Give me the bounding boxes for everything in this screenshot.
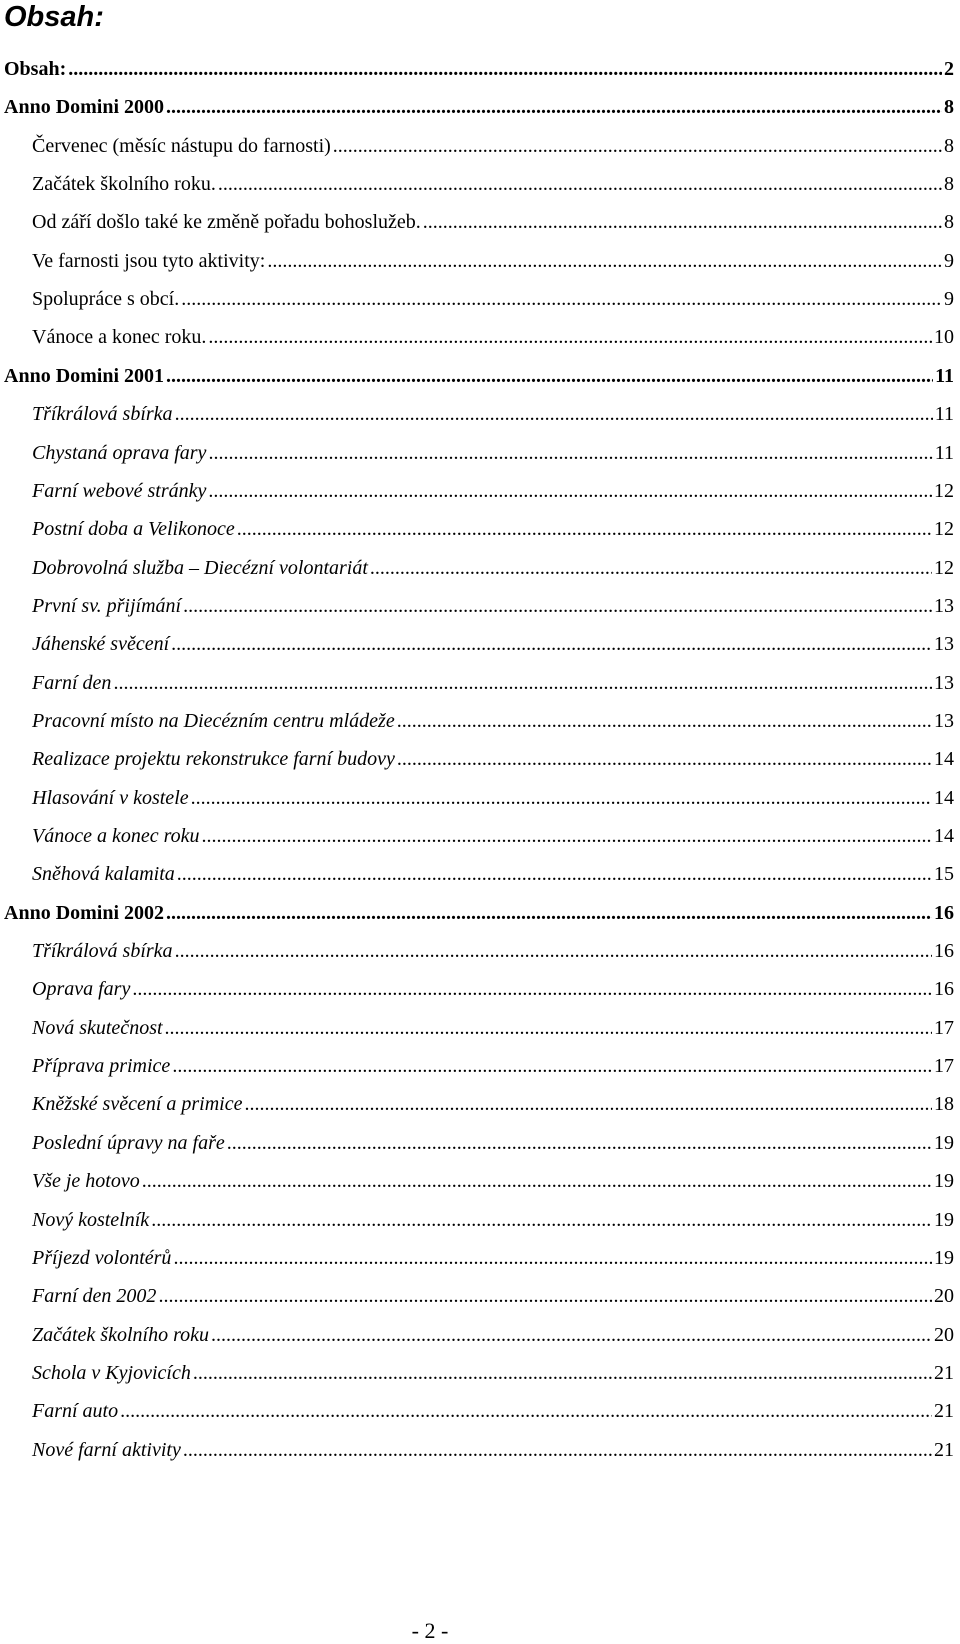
- dot-leader: [333, 133, 942, 159]
- toc-entry[interactable]: [32, 286, 954, 312]
- toc-entry[interactable]: [32, 555, 954, 581]
- dot-leader: [211, 1322, 932, 1348]
- toc-entry[interactable]: [32, 631, 954, 657]
- dot-leader: [120, 1398, 932, 1424]
- toc-entry-page: 11: [934, 403, 954, 425]
- toc-entry[interactable]: [32, 861, 954, 887]
- page-number: - 2 -: [411, 1618, 449, 1643]
- toc-entry[interactable]: [32, 1130, 954, 1156]
- dot-leader: [267, 248, 942, 274]
- toc-entry-page: 17: [934, 1017, 954, 1039]
- toc-entry-title: Farní den 2002: [32, 1285, 157, 1307]
- toc-entry-page: 21: [934, 1439, 954, 1461]
- toc-entry[interactable]: [32, 401, 954, 427]
- toc-entry[interactable]: [32, 1168, 954, 1194]
- dot-leader: [68, 56, 942, 82]
- dot-leader: [208, 440, 932, 466]
- toc-entry-title: Vánoce a konec roku: [32, 825, 200, 847]
- toc-entry-title: Příprava primice: [32, 1055, 171, 1077]
- dot-leader: [177, 861, 932, 887]
- toc-entry-title: Schola v Kyjovicích: [32, 1362, 191, 1384]
- toc-entry[interactable]: [32, 478, 954, 504]
- toc-entry-title: Spolupráce s obcí.: [32, 288, 180, 310]
- toc-entry-page: 12: [934, 557, 954, 579]
- toc-entry-title: Dobrovolná služba – Diecézní volontariát: [32, 557, 368, 579]
- toc-entry[interactable]: [32, 1283, 954, 1309]
- toc-entry-title: Kněžské svěcení a primice: [32, 1093, 243, 1115]
- dot-leader: [370, 555, 932, 581]
- toc-entry-page: 12: [934, 480, 954, 502]
- toc-entry-title: Nové farní aktivity: [32, 1439, 181, 1461]
- dot-leader: [171, 631, 932, 657]
- dot-leader: [227, 1130, 932, 1156]
- toc-entry-page: 13: [934, 595, 954, 617]
- toc-entry[interactable]: [32, 938, 954, 964]
- dot-leader: [202, 823, 932, 849]
- toc-entry-page: 16: [934, 902, 954, 924]
- toc-entry-page: 20: [934, 1324, 954, 1346]
- dot-leader: [113, 670, 932, 696]
- toc-section-entry[interactable]: [4, 363, 954, 389]
- toc-entry-page: 8: [944, 135, 954, 157]
- toc-entry-page: 10: [934, 326, 954, 348]
- toc-entry-page: 8: [944, 96, 954, 118]
- toc-entry-page: 21: [934, 1400, 954, 1422]
- toc-entry-title: Realizace projektu rekonstrukce farní budovy: [32, 748, 395, 770]
- dot-leader: [397, 708, 932, 734]
- dot-leader: [191, 785, 932, 811]
- toc-entry-title: Oprava fary: [32, 978, 131, 1000]
- toc-entry-title: Jáhenské svěcení: [32, 633, 170, 655]
- toc-section-entry[interactable]: [4, 900, 954, 926]
- dot-leader: [173, 1245, 932, 1271]
- toc-entry[interactable]: [32, 1437, 954, 1463]
- toc-entry-page: 19: [934, 1170, 954, 1192]
- toc-entry-title: Červenec (měsíc nástupu do farnosti): [32, 135, 331, 157]
- toc-entry-page: 15: [934, 863, 954, 885]
- toc-entry-title: Od září došlo také ke změně pořadu bohoslužeb.: [32, 211, 421, 233]
- toc-entry[interactable]: [32, 746, 954, 772]
- toc-entry-page: 2: [944, 58, 954, 80]
- toc-entry[interactable]: [32, 976, 954, 1002]
- toc-entry-page: 14: [934, 825, 954, 847]
- toc-entry-title: Anno Domini 2000: [4, 96, 165, 118]
- dot-leader: [237, 516, 932, 542]
- dot-leader: [151, 1207, 932, 1233]
- toc-entry[interactable]: [32, 1322, 954, 1348]
- dot-leader: [244, 1091, 932, 1117]
- toc-entry-page: 14: [934, 787, 954, 809]
- dot-leader: [158, 1283, 932, 1309]
- dot-leader: [218, 171, 942, 197]
- toc-entry-title: Farní den: [32, 672, 112, 694]
- toc-entry-title: Nová skutečnost: [32, 1017, 163, 1039]
- toc-entry-title: Vánoce a konec roku.: [32, 326, 207, 348]
- toc-entry[interactable]: [32, 1398, 954, 1424]
- toc-entry-title: Tříkrálová sbírka: [32, 403, 173, 425]
- toc-entry-title: Ve farnosti jsou tyto aktivity:: [32, 250, 266, 272]
- toc-entry[interactable]: [32, 1053, 954, 1079]
- toc-entry-page: 19: [934, 1247, 954, 1269]
- dot-leader: [175, 401, 933, 427]
- dot-leader: [142, 1168, 932, 1194]
- toc-entry-title: Poslední úpravy na faře: [32, 1132, 225, 1154]
- toc-entry-page: 11: [934, 442, 954, 464]
- toc-section-entry[interactable]: [4, 56, 954, 82]
- dot-leader: [423, 209, 942, 235]
- toc-entry-page: 16: [934, 978, 954, 1000]
- toc-entry[interactable]: [32, 708, 954, 734]
- toc-entry-title: Pracovní místo na Diecézním centru mládeže: [32, 710, 395, 732]
- dot-leader: [208, 324, 932, 350]
- toc-entry-title: Vše je hotovo: [32, 1170, 140, 1192]
- toc-entry-page: 20: [934, 1285, 954, 1307]
- toc-section-entry[interactable]: [4, 94, 954, 120]
- toc-entry-title: Sněhová kalamita: [32, 863, 175, 885]
- toc-entry-page: 8: [944, 211, 954, 233]
- toc-entry[interactable]: [32, 133, 954, 159]
- dot-leader: [132, 976, 932, 1002]
- toc-entry-title: Nový kostelník: [32, 1209, 150, 1231]
- toc-entry[interactable]: [32, 209, 954, 235]
- toc-entry[interactable]: [32, 1207, 954, 1233]
- toc-entry-title: Příjezd volontérů: [32, 1247, 172, 1269]
- toc-entry-page: 14: [934, 748, 954, 770]
- toc-entry-page: 18: [934, 1093, 954, 1115]
- dot-leader: [397, 746, 932, 772]
- toc-entry-title: První sv. přijímání: [32, 595, 182, 617]
- dot-leader: [181, 286, 942, 312]
- toc-entry-page: 19: [934, 1209, 954, 1231]
- toc-entry[interactable]: [32, 593, 954, 619]
- toc-entry-page: 9: [944, 250, 954, 272]
- toc-entry-page: 21: [934, 1362, 954, 1384]
- toc-entry-page: 17: [934, 1055, 954, 1077]
- toc-entry[interactable]: [32, 1360, 954, 1386]
- toc-entry[interactable]: [32, 516, 954, 542]
- toc-entry[interactable]: [32, 670, 954, 696]
- toc-entry-title: Farní auto: [32, 1400, 119, 1422]
- toc-entry-page: 19: [934, 1132, 954, 1154]
- toc-entry[interactable]: [32, 171, 954, 197]
- toc-entry-page: 13: [934, 633, 954, 655]
- toc-entry[interactable]: [32, 248, 954, 274]
- dot-leader: [166, 94, 942, 120]
- toc-entry-title: Anno Domini 2001: [4, 365, 165, 387]
- toc-entry[interactable]: [32, 440, 954, 466]
- toc-entry-page: 12: [934, 518, 954, 540]
- toc-entry-title: Postní doba a Velikonoce: [32, 518, 235, 540]
- toc-entry[interactable]: [32, 785, 954, 811]
- toc-entry-title: Obsah:: [4, 58, 67, 80]
- toc-entry-title: Začátek školního roku.: [32, 173, 216, 195]
- toc-entry-page: 13: [934, 710, 954, 732]
- toc-entry-page: 16: [934, 940, 954, 962]
- toc-entry-title: Chystaná oprava fary: [32, 442, 207, 464]
- toc-entry[interactable]: [32, 1245, 954, 1271]
- toc-entry[interactable]: [32, 823, 954, 849]
- toc-entry[interactable]: [32, 1091, 954, 1117]
- toc-entry-page: 8: [944, 173, 954, 195]
- toc-entry-title: Začátek školního roku: [32, 1324, 210, 1346]
- page-title: Obsah:: [4, 1, 104, 33]
- dot-leader: [166, 363, 933, 389]
- dot-leader: [165, 1015, 932, 1041]
- toc-entry-title: Farní webové stránky: [32, 480, 207, 502]
- toc-entry-page: 11: [935, 365, 954, 387]
- dot-leader: [208, 478, 932, 504]
- dot-leader: [183, 1437, 932, 1463]
- dot-leader: [183, 593, 932, 619]
- dot-leader: [175, 938, 932, 964]
- toc-entry-title: Tříkrálová sbírka: [32, 940, 173, 962]
- toc-entry-page: 13: [934, 672, 954, 694]
- toc-entry-title: Hlasování v kostele: [32, 787, 189, 809]
- toc-entry[interactable]: [32, 324, 954, 350]
- toc-entry-title: Anno Domini 2002: [4, 902, 165, 924]
- dot-leader: [193, 1360, 932, 1386]
- dot-leader: [166, 900, 932, 926]
- toc-entry[interactable]: [32, 1015, 954, 1041]
- toc-entry-page: 9: [944, 288, 954, 310]
- dot-leader: [172, 1053, 932, 1079]
